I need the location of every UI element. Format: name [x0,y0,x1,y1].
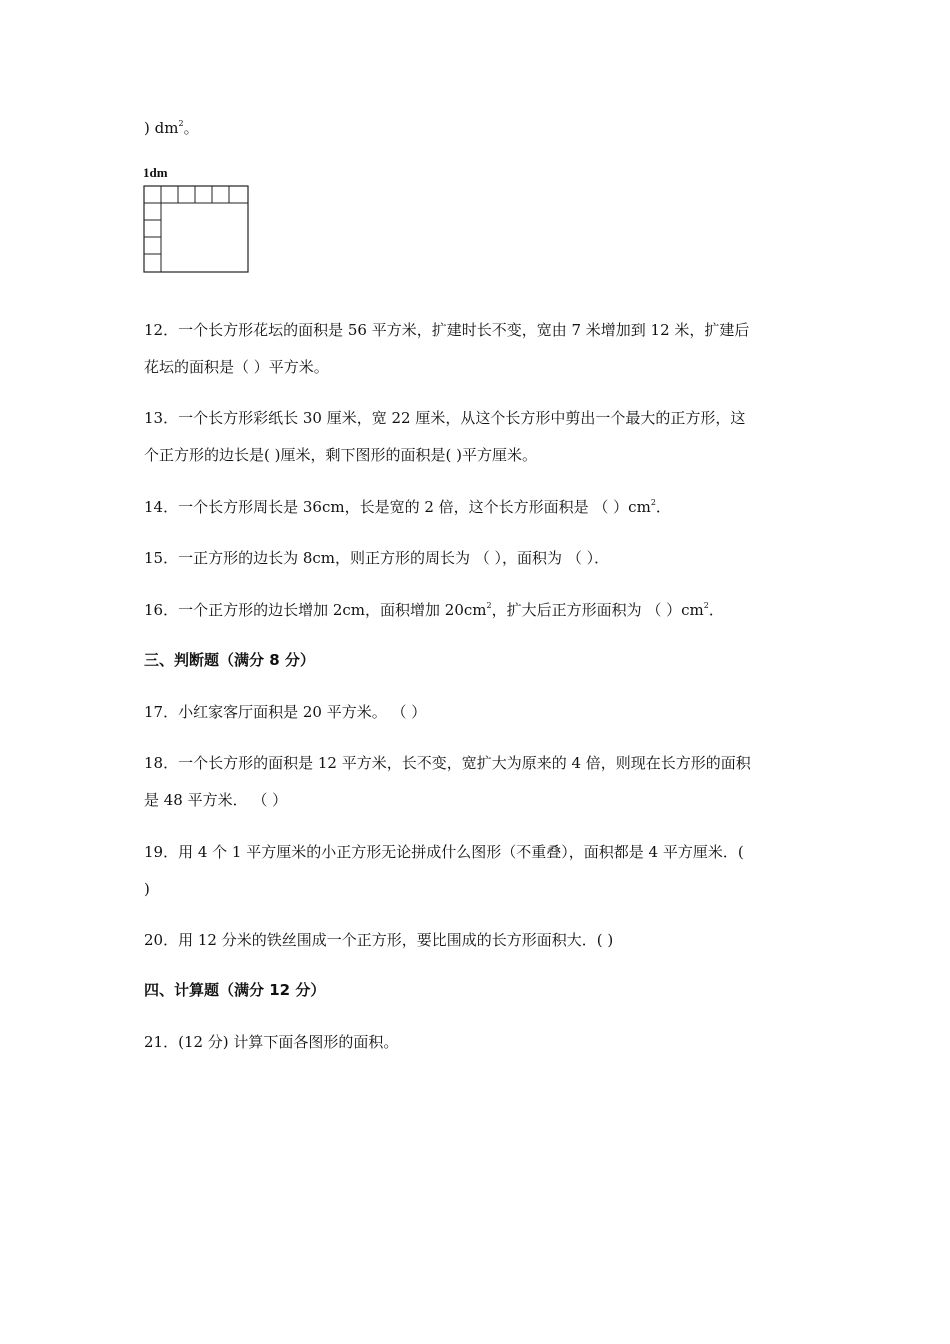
question-16 [144,600,724,620]
question-19-line-2: ) [144,880,150,898]
question-19-line-1: 19．用 4 个 1 平方厘米的小正方形无论拼成什么图形（不重叠），面积都是 4 平方厘米．( [144,843,744,861]
unit-superscript: 2 [178,119,184,128]
question-20: 20．用 12 分米的铁丝围成一个正方形，要比围成的长方形面积大．( ) [144,931,614,949]
question-17: 17．小红家客厅面积是 20 平方米。 （ ） [144,703,427,721]
question-14-end: ． [655,498,671,516]
question-14-text: 14．一个长方形周长是 36cm，长是宽的 2 倍，这个长方形面积是 （ ）cm [144,498,651,516]
question-12-line-1: 12．一个长方形花坛的面积是 56 平方米，扩建时长不变，宽由 7 米增加到 12 米，扩建后 [144,321,750,339]
question-18-line-2: 是 48 平方米． （ ） [144,791,288,809]
question-16-superscript-1: 2 [486,601,492,610]
question-13-line-1: 13．一个长方形彩纸长 30 厘米，宽 22 厘米，从这个长方形中剪出一个最大的正方形，这 [144,409,746,427]
question-15: 15．一正方形的边长为 8cm，则正方形的周长为 （ ），面积为 （ ）． [144,549,610,567]
question-12-line-2: 花坛的面积是（ ）平方米。 [144,358,329,376]
question-14 [144,497,671,517]
question-14-superscript: 2 [650,498,656,507]
question-13-line-2: 个正方形的边长是( )厘米，剩下图形的面积是( )平方厘米。 [144,446,537,464]
outer-rectangle [144,186,248,272]
close-paren: ) [144,119,150,137]
question-16-end: ． [708,601,724,619]
question-21: 21．(12 分) 计算下面各图形的面积。 [144,1033,399,1051]
grid-figure [143,184,251,276]
period: 。 [183,119,199,137]
question-16-text-1: 16．一个正方形的边长增加 2cm，面积增加 20cm [144,601,487,619]
figure-label: 1dm [143,165,168,180]
question-18-line-1: 18．一个长方形的面积是 12 平方米，长不变，宽扩大为原来的 4 倍，则现在长方形的面积 [144,754,751,772]
section-3-heading: 三、判断题（满分 8 分） [144,651,315,669]
question-16-superscript-2: 2 [703,601,709,610]
question-16-text-2: ，扩大后正方形面积为 （ ）cm [491,601,704,619]
unit-dm: dm [154,119,179,137]
previous-question-fragment [144,118,199,138]
section-4-heading: 四、计算题（满分 12 分） [144,981,326,999]
